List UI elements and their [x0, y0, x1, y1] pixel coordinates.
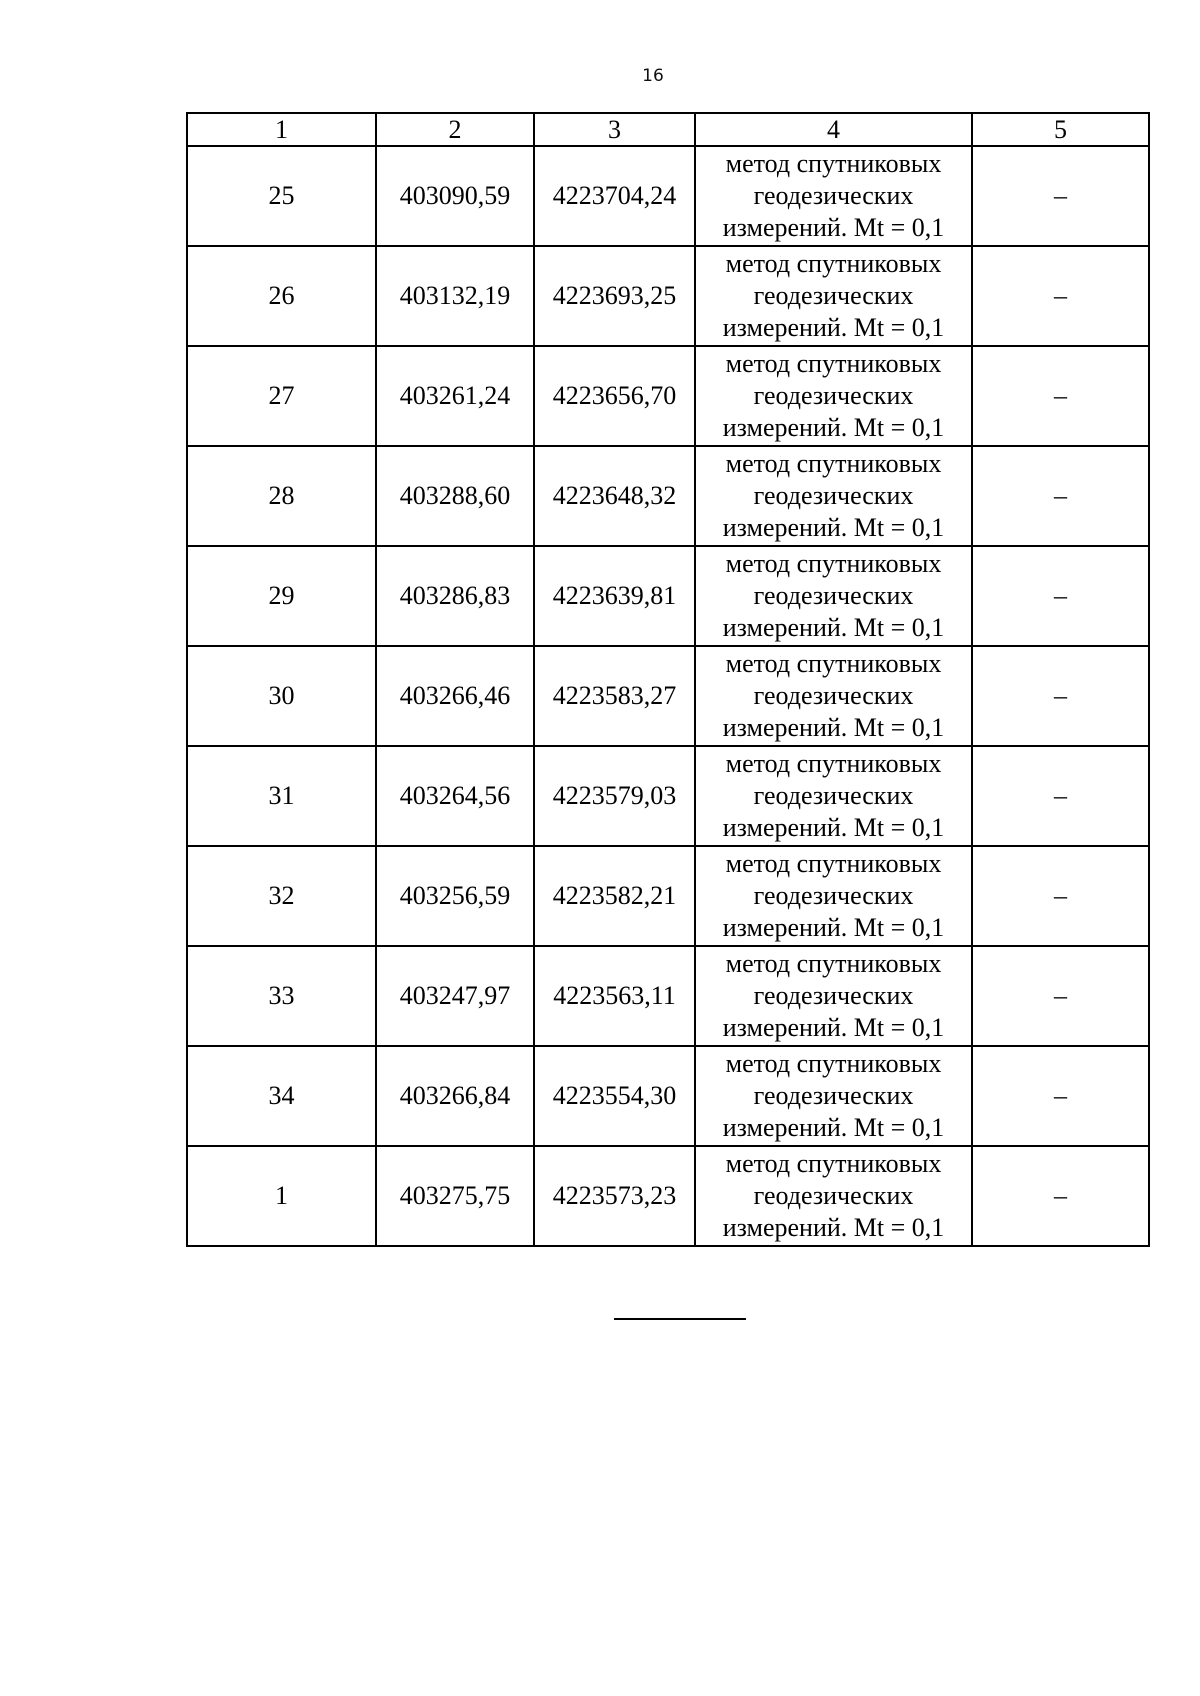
method-line: измерений. Mt = 0,1 [722, 813, 945, 842]
x-coordinate: 403264,56 [376, 746, 534, 846]
point-number: 31 [187, 746, 376, 846]
method-line: метод спутниковых [725, 1049, 942, 1078]
method-line: геодезических [753, 781, 914, 810]
method-line: геодезических [753, 181, 914, 210]
point-number: 25 [187, 146, 376, 246]
point-number: 33 [187, 946, 376, 1046]
y-coordinate: 4223573,23 [534, 1146, 695, 1246]
method-cell [695, 1046, 972, 1146]
note-cell: – [972, 1146, 1149, 1246]
method-line: измерений. Mt = 0,1 [722, 1013, 945, 1042]
y-coordinate: 4223579,03 [534, 746, 695, 846]
point-number: 27 [187, 346, 376, 446]
point-number: 34 [187, 1046, 376, 1146]
x-coordinate: 403090,59 [376, 146, 534, 246]
point-number: 30 [187, 646, 376, 746]
x-coordinate: 403256,59 [376, 846, 534, 946]
y-coordinate: 4223582,21 [534, 846, 695, 946]
method-cell [695, 846, 972, 946]
header-col-1: 1 [187, 113, 376, 146]
method-line: измерений. Mt = 0,1 [722, 513, 945, 542]
table-row [187, 446, 1149, 546]
x-coordinate: 403275,75 [376, 1146, 534, 1246]
x-coordinate: 403286,83 [376, 546, 534, 646]
method-line: метод спутниковых [725, 449, 942, 478]
method-line: метод спутниковых [725, 849, 942, 878]
y-coordinate: 4223563,11 [534, 946, 695, 1046]
method-cell [695, 446, 972, 546]
end-rule [614, 1318, 746, 1320]
x-coordinate: 403288,60 [376, 446, 534, 546]
method-line: измерений. Mt = 0,1 [722, 913, 945, 942]
method-cell [695, 346, 972, 446]
method-cell [695, 1146, 972, 1246]
table-row [187, 1046, 1149, 1146]
note-cell: – [972, 546, 1149, 646]
method-line: геодезических [753, 481, 914, 510]
y-coordinate: 4223693,25 [534, 246, 695, 346]
point-number: 32 [187, 846, 376, 946]
table-row [187, 846, 1149, 946]
method-line: измерений. Mt = 0,1 [722, 313, 945, 342]
method-line: измерений. Mt = 0,1 [722, 713, 945, 742]
method-line: геодезических [753, 381, 914, 410]
header-col-4: 4 [695, 113, 972, 146]
point-number: 29 [187, 546, 376, 646]
method-cell [695, 246, 972, 346]
table-row [187, 246, 1149, 346]
page-number: 16 [642, 66, 664, 86]
point-number: 26 [187, 246, 376, 346]
point-number: 28 [187, 446, 376, 546]
method-line: геодезических [753, 881, 914, 910]
method-line: геодезических [753, 281, 914, 310]
y-coordinate: 4223704,24 [534, 146, 695, 246]
coordinates-table [186, 112, 1150, 1247]
method-line: метод спутниковых [725, 1149, 942, 1178]
method-line: метод спутниковых [725, 149, 942, 178]
table-row [187, 646, 1149, 746]
method-line: геодезических [753, 681, 914, 710]
method-cell [695, 646, 972, 746]
y-coordinate: 4223554,30 [534, 1046, 695, 1146]
note-cell: – [972, 1046, 1149, 1146]
note-cell: – [972, 446, 1149, 546]
y-coordinate: 4223639,81 [534, 546, 695, 646]
method-line: метод спутниковых [725, 649, 942, 678]
method-line: геодезических [753, 981, 914, 1010]
table-row [187, 746, 1149, 846]
method-cell [695, 746, 972, 846]
header-row [187, 113, 1149, 146]
x-coordinate: 403132,19 [376, 246, 534, 346]
note-cell: – [972, 946, 1149, 1046]
method-line: метод спутниковых [725, 549, 942, 578]
method-line: метод спутниковых [725, 949, 942, 978]
note-cell: – [972, 846, 1149, 946]
method-line: измерений. Mt = 0,1 [722, 213, 945, 242]
table-body [187, 146, 1149, 1246]
x-coordinate: 403247,97 [376, 946, 534, 1046]
table-row [187, 546, 1149, 646]
y-coordinate: 4223648,32 [534, 446, 695, 546]
note-cell: – [972, 146, 1149, 246]
header-col-2: 2 [376, 113, 534, 146]
table-row [187, 946, 1149, 1046]
table-row [187, 346, 1149, 446]
method-line: измерений. Mt = 0,1 [722, 1113, 945, 1142]
header-col-3: 3 [534, 113, 695, 146]
y-coordinate: 4223583,27 [534, 646, 695, 746]
method-cell [695, 546, 972, 646]
table-row [187, 1146, 1149, 1246]
note-cell: – [972, 346, 1149, 446]
header-col-5: 5 [972, 113, 1149, 146]
method-line: геодезических [753, 581, 914, 610]
x-coordinate: 403266,46 [376, 646, 534, 746]
x-coordinate: 403266,84 [376, 1046, 534, 1146]
note-cell: – [972, 746, 1149, 846]
method-line: геодезических [753, 1181, 914, 1210]
method-line: измерений. Mt = 0,1 [722, 413, 945, 442]
method-cell [695, 146, 972, 246]
method-line: измерений. Mt = 0,1 [722, 613, 945, 642]
y-coordinate: 4223656,70 [534, 346, 695, 446]
method-line: метод спутниковых [725, 749, 942, 778]
table-row [187, 146, 1149, 246]
method-line: измерений. Mt = 0,1 [722, 1213, 945, 1242]
point-number: 1 [187, 1146, 376, 1246]
method-line: метод спутниковых [725, 349, 942, 378]
method-line: геодезических [753, 1081, 914, 1110]
method-line: метод спутниковых [725, 249, 942, 278]
x-coordinate: 403261,24 [376, 346, 534, 446]
method-cell [695, 946, 972, 1046]
note-cell: – [972, 646, 1149, 746]
note-cell: – [972, 246, 1149, 346]
